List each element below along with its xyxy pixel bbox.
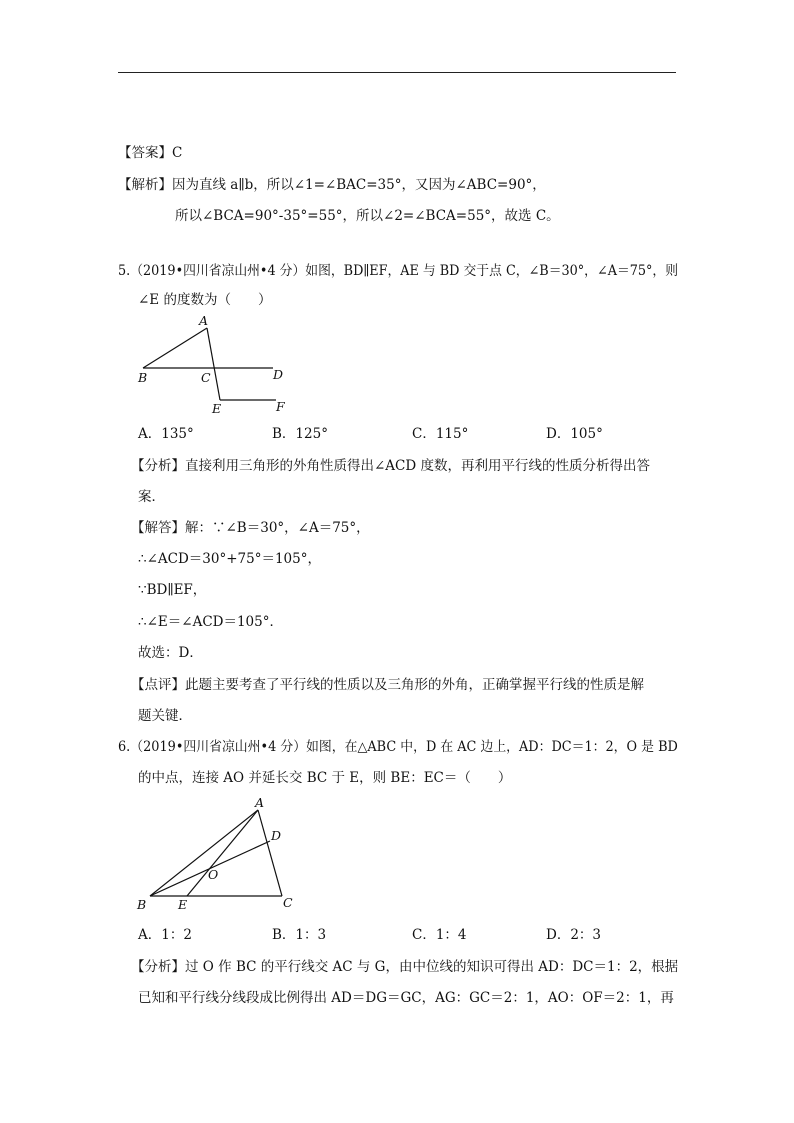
q6-segment-ba	[150, 810, 258, 896]
q6-segment-ae	[187, 810, 258, 896]
q5-stem-line2: ∠E 的度数为（ ）	[138, 292, 272, 308]
q5-fenxi-line2: 案．	[138, 489, 165, 505]
q6-option-d: D．2：3	[546, 927, 602, 943]
q5-option-d: D．105°	[546, 426, 603, 442]
q6-fenxi-line1: 【分析】过 O 作 BC 的平行线交 AC 与 G，由中位线的知识可得出 AD：DC＝1：2，根据	[131, 959, 679, 975]
header-rule	[118, 72, 676, 73]
q6-label-a: A	[255, 795, 265, 810]
q5-label-f: F	[276, 399, 285, 414]
q5-jieda-line4: ∴∠E＝∠ACD＝105°．	[138, 614, 283, 630]
q6-label-b: B	[137, 897, 147, 912]
q4-analysis-line1: 【解析】因为直线 a∥b，所以∠1=∠BAC=35°，又因为∠ABC=90°，	[118, 177, 546, 193]
q6-label-o: O	[208, 867, 219, 882]
q6-segment-ac	[258, 810, 282, 896]
q6-stem-line1: 6.（2019•四川省凉山州•4 分）如图，在△ABC 中，D 在 AC 边上，AD：DC＝1：2，O 是 BD	[118, 739, 678, 755]
q5-jieda-line5: 故选：D．	[138, 645, 203, 661]
q5-dianping-line1: 【点评】此题主要考查了平行线的性质以及三角形的外角，正确掌握平行线的性质是解	[131, 677, 644, 693]
q5-stem-line1: 5.（2019•四川省凉山州•4 分）如图，BD∥EF，AE 与 BD 交于点 C，∠B＝30°，∠A＝75°，则	[118, 263, 679, 279]
q5-fenxi-line1: 【分析】直接利用三角形的外角性质得出∠ACD 度数，再利用平行线的性质分析得出答	[131, 458, 651, 474]
q6-option-b: B．1：3	[272, 927, 327, 943]
q5-option-b: B．125°	[272, 426, 328, 442]
q5-segment-ba	[143, 328, 207, 368]
q5-label-e: E	[212, 401, 222, 416]
q5-label-a: A	[199, 313, 209, 328]
q5-segment-ae	[207, 328, 220, 400]
q6-option-c: C．1：4	[412, 927, 467, 943]
q5-label-d: D	[273, 367, 284, 382]
q6-label-e: E	[178, 897, 188, 912]
q6-label-d: D	[271, 828, 282, 843]
q4-answer: 【答案】C	[118, 145, 183, 161]
q5-option-a: A．135°	[138, 426, 194, 442]
q6-figure	[130, 790, 310, 915]
q5-jieda-line1: 【解答】解：∵∠B＝30°，∠A＝75°，	[131, 520, 370, 536]
q4-analysis-line2: 所以∠BCA=90°-35°=55°，所以∠2=∠BCA=55°，故选 C。	[175, 208, 560, 224]
q5-jieda-line3: ∵BD∥EF，	[138, 582, 207, 598]
q5-figure	[130, 312, 300, 420]
q5-label-c: C	[201, 370, 211, 385]
q5-dianping-line2: 题关键．	[138, 708, 192, 724]
q6-stem-line2: 的中点，连接 AO 并延长交 BC 于 E，则 BE：EC＝（ ）	[138, 770, 512, 786]
q6-fenxi-line2: 已知和平行线分线段成比例得出 AD＝DG＝GC，AG：GC＝2：1，AO：OF＝2：1，再	[138, 990, 674, 1006]
q6-option-a: A．1：2	[138, 927, 192, 943]
q5-option-c: C．115°	[412, 426, 469, 442]
q5-label-b: B	[138, 370, 148, 385]
q5-jieda-line2: ∴∠ACD＝30°+75°＝105°，	[138, 551, 321, 567]
q6-label-c: C	[283, 895, 293, 910]
